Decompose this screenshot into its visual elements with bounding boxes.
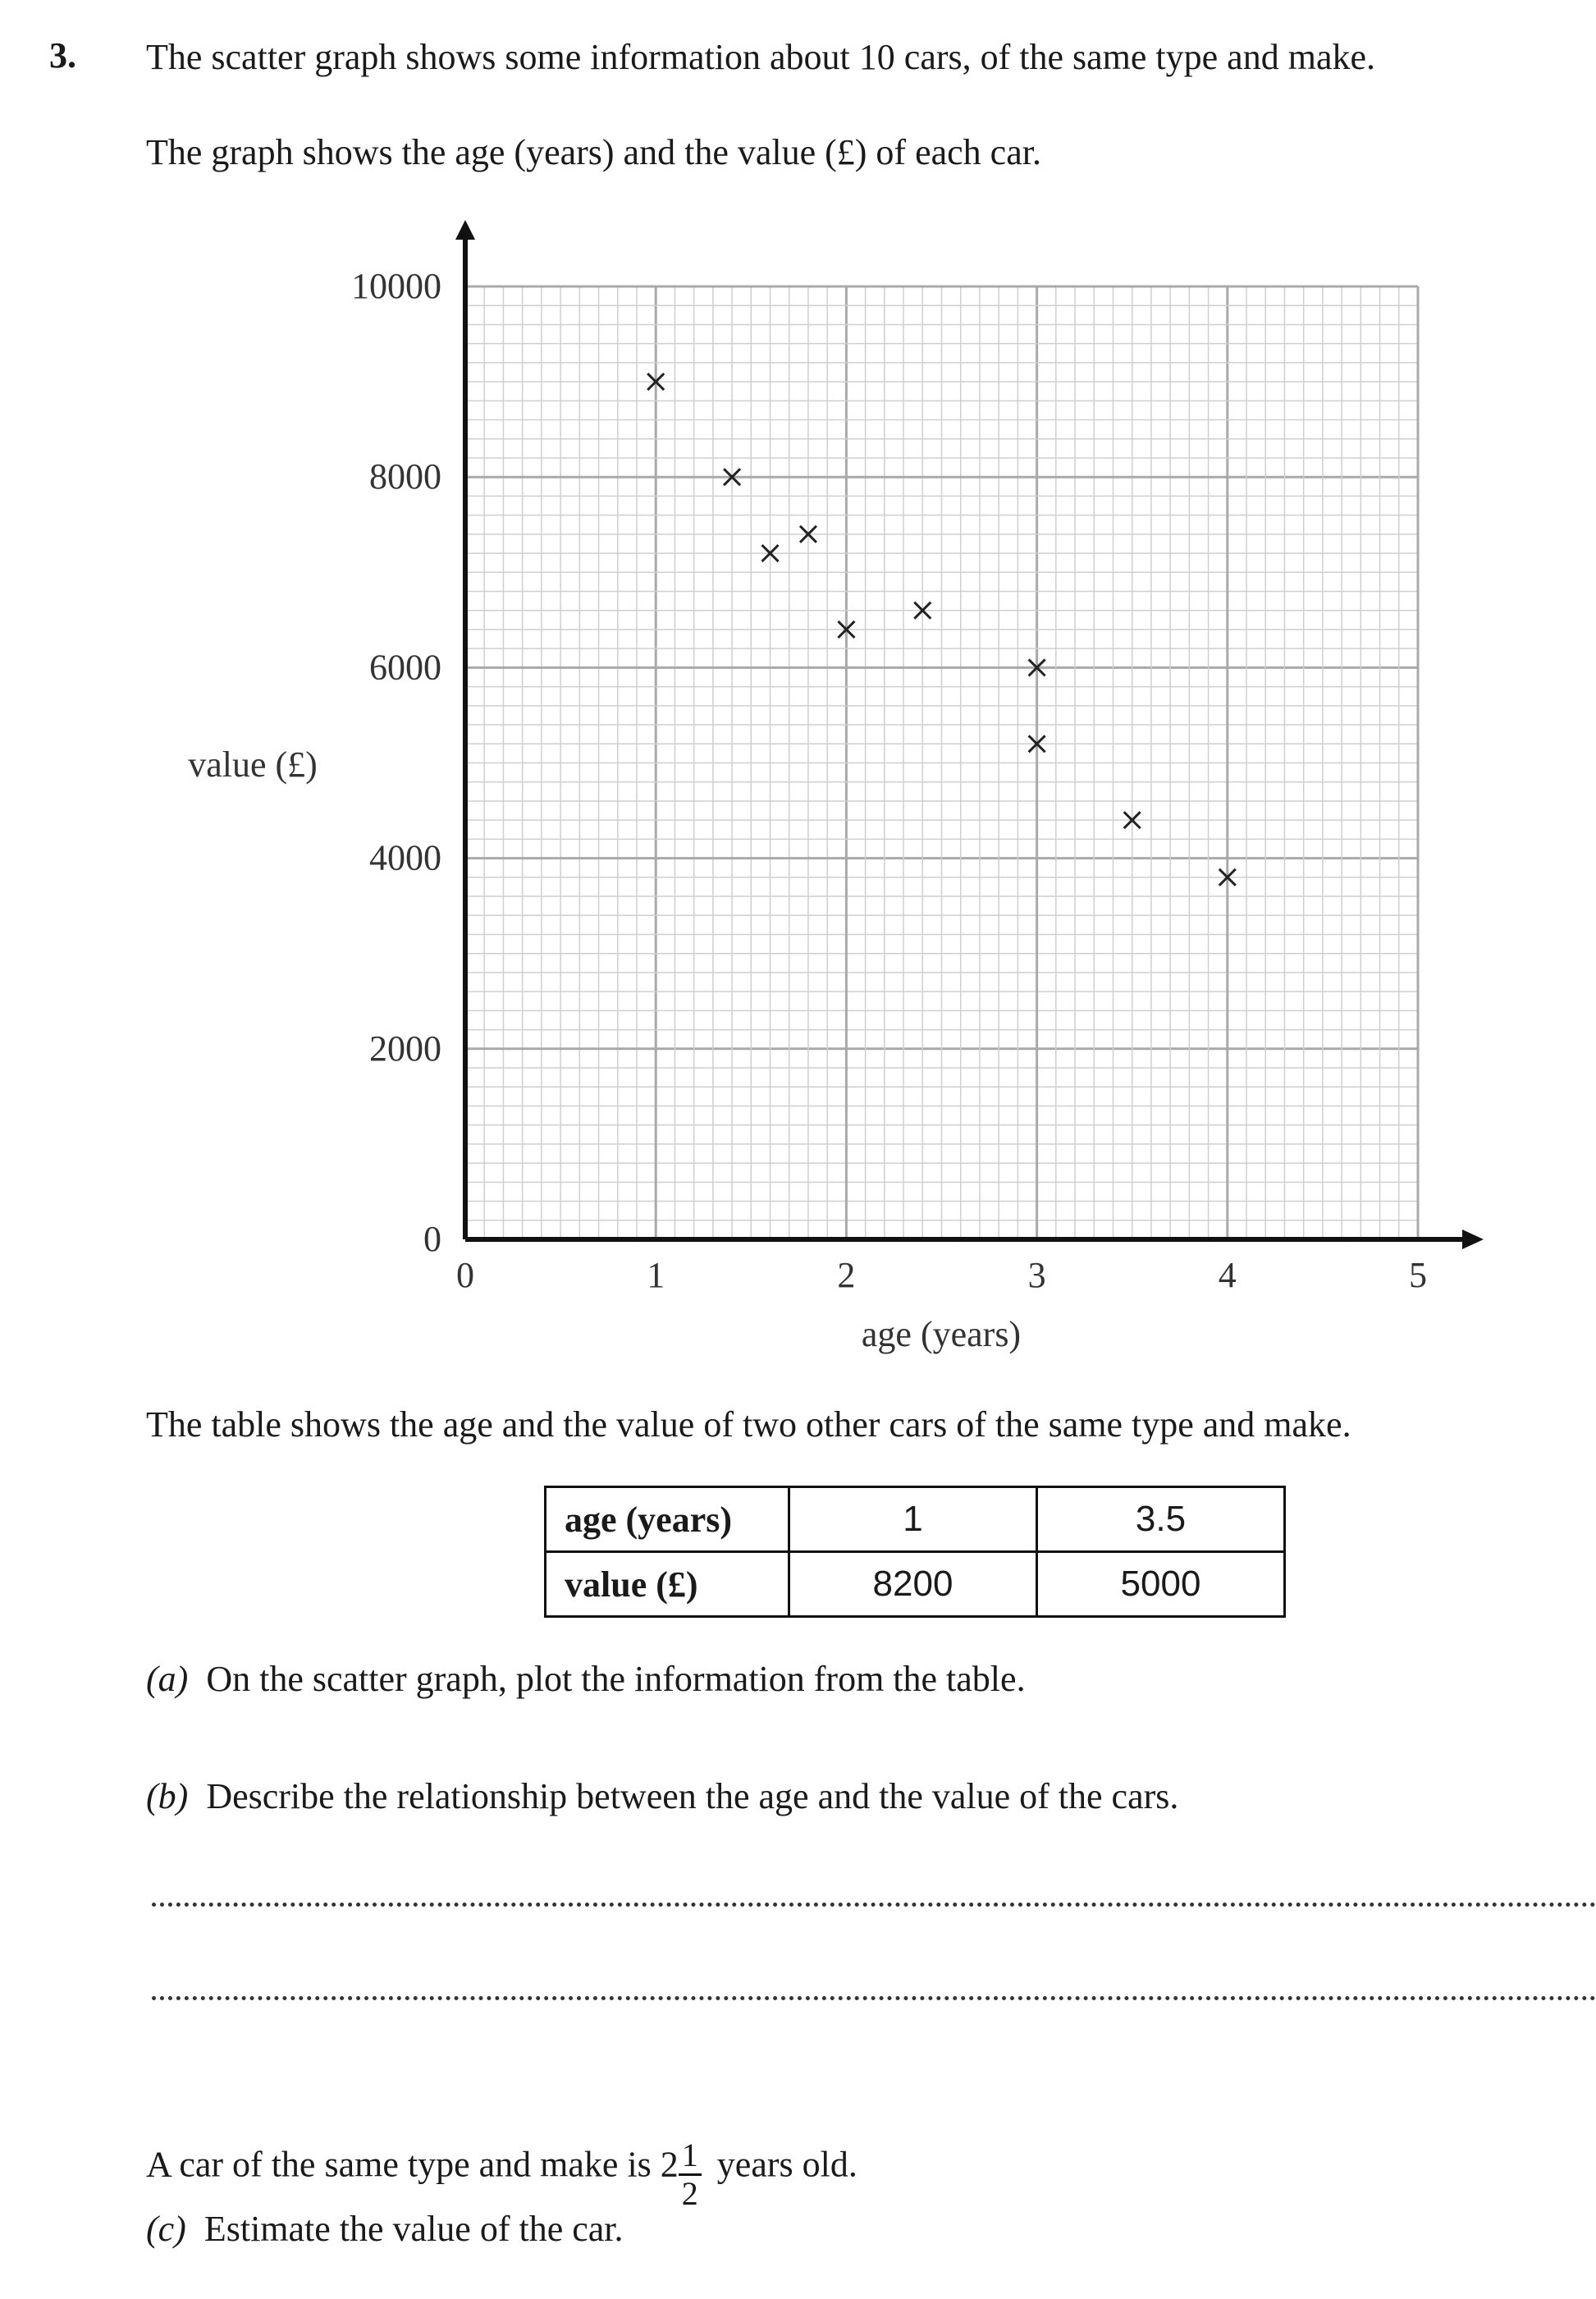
part-c	[146, 2208, 624, 2250]
x-tick-label: 1	[647, 1255, 665, 1295]
car-text-before: A car of the same type and make is 2	[146, 2144, 679, 2185]
answer-line-1[interactable]	[152, 1903, 1596, 1907]
intro-text-1: The scatter graph shows some information about 10 cars, of the same type and make.	[146, 37, 1375, 77]
part-c-label: (c)	[146, 2209, 186, 2249]
y-tick-label: 0	[423, 1219, 441, 1259]
table-cell: 1	[789, 1487, 1037, 1552]
fraction-half	[679, 2137, 702, 2212]
table-cell: 8200	[789, 1552, 1037, 1617]
fraction-denominator: 2	[681, 2175, 698, 2212]
grid	[465, 286, 1418, 1239]
x-tick-label: 5	[1409, 1255, 1427, 1295]
part-b	[146, 1775, 1178, 1817]
y-tick-label: 2000	[369, 1028, 441, 1069]
y-axis-arrow-icon	[455, 220, 475, 240]
table-cell: 5000	[1037, 1552, 1285, 1617]
part-c-text: Estimate the value of the car.	[204, 2209, 624, 2249]
axes	[455, 220, 1484, 1249]
x-tick-label: 4	[1218, 1255, 1237, 1295]
data-table	[544, 1486, 1286, 1618]
intro-text-2: The graph shows the age (years) and the value (£) of each car.	[146, 132, 1041, 172]
car-age-text	[146, 2131, 857, 2212]
x-axis-arrow-icon	[1462, 1230, 1484, 1249]
y-tick-label: 8000	[369, 456, 441, 497]
x-axis-label: age (years)	[861, 1314, 1022, 1354]
x-tick-label: 0	[456, 1255, 474, 1295]
x-tick-label: 3	[1027, 1255, 1046, 1295]
x-tick-label: 2	[837, 1255, 856, 1295]
row-header-value: value (£)	[546, 1552, 789, 1617]
row-header-age: age (years)	[546, 1487, 789, 1552]
part-b-text: Describe the relationship between the age and the value of the cars.	[206, 1776, 1179, 1816]
table-cell: 3.5	[1037, 1487, 1285, 1552]
answer-line-2[interactable]	[152, 1996, 1596, 2000]
part-a-text: On the scatter graph, plot the information from the table.	[206, 1659, 1026, 1699]
table-row-value	[546, 1552, 1285, 1617]
y-axis-label: value (£)	[188, 744, 318, 785]
question-number: 3.	[49, 35, 76, 76]
car-text-after: years old.	[716, 2144, 857, 2185]
table-intro: The table shows the age and the value of two other cars of the same type and make.	[146, 1404, 1351, 1445]
y-tick-label: 10000	[351, 266, 441, 306]
table-row-age	[546, 1487, 1285, 1552]
y-tick-label: 4000	[369, 837, 441, 878]
fraction-numerator: 1	[679, 2137, 702, 2176]
part-b-label: (b)	[146, 1776, 189, 1816]
y-tick-label: 6000	[369, 647, 441, 688]
part-a	[146, 1658, 1026, 1700]
part-a-label: (a)	[146, 1659, 189, 1699]
